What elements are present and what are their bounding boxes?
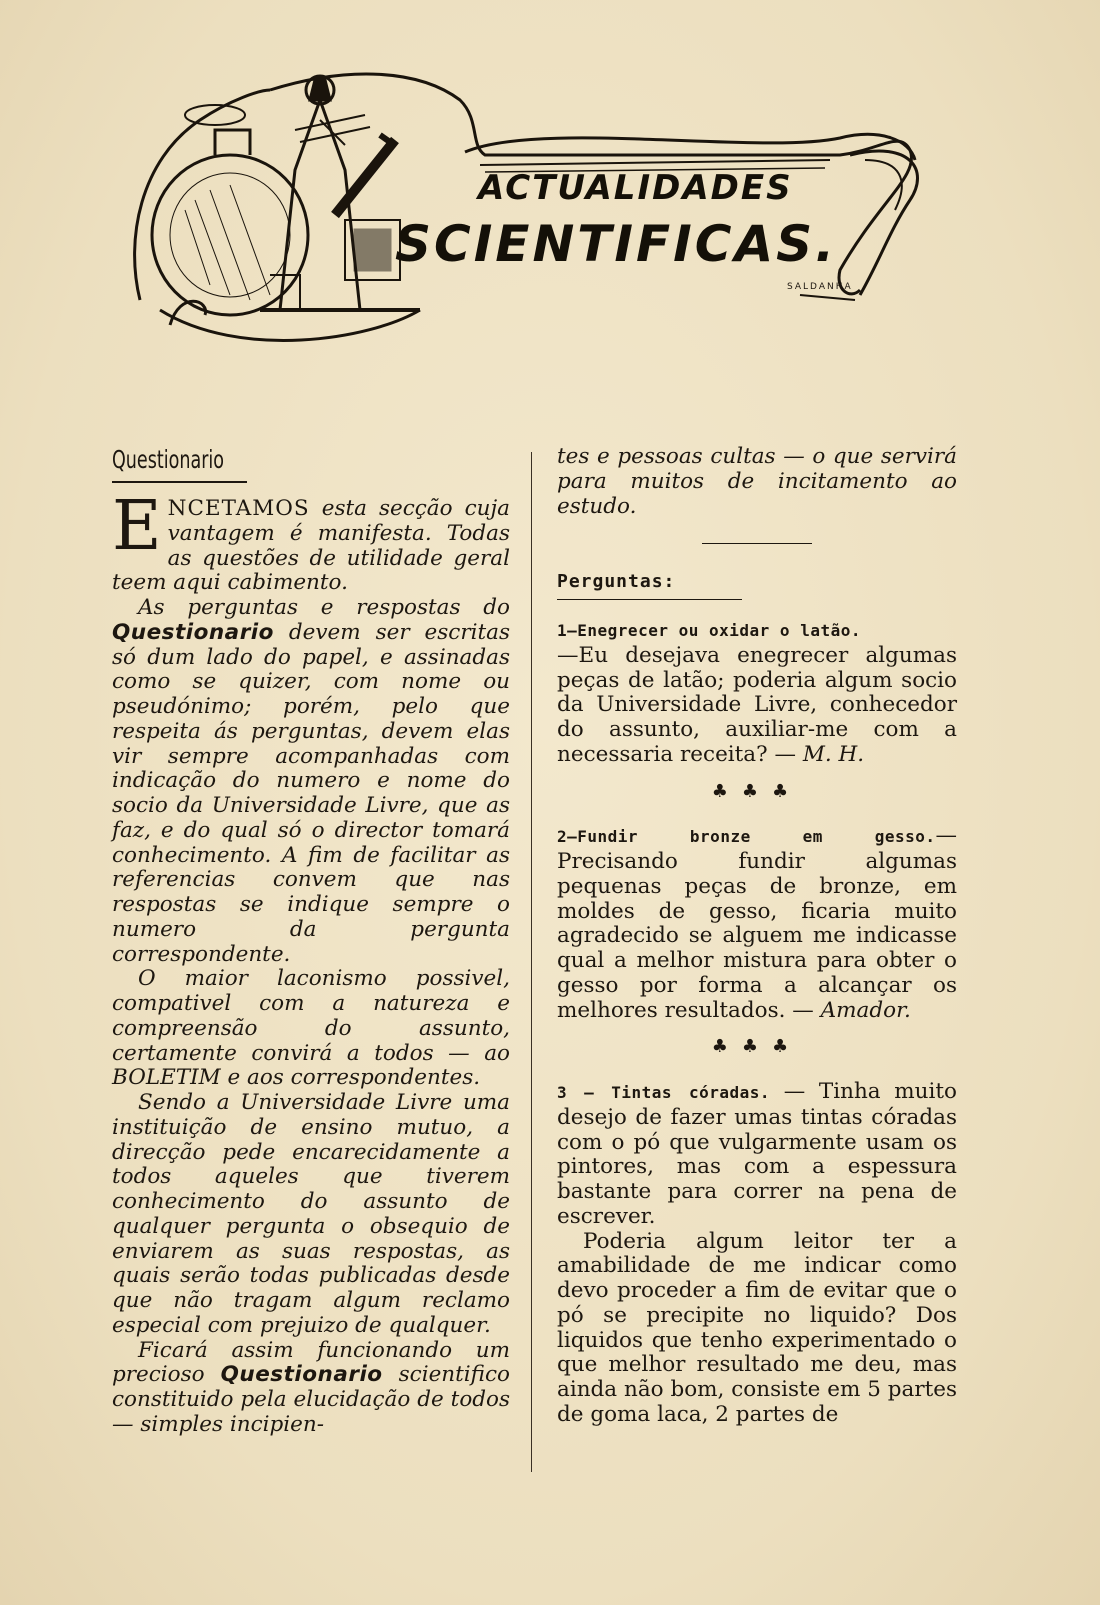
ornament-separator-1: ♣♣♣ (711, 780, 803, 802)
paragraph-request: Sendo a Universidade Livre uma instituição de ensino mutuo, a direcção pede encarecidamente a todos aqueles que tiverem conhecimento do assunto de qualquer pergunta o obsequio de enviarem as suas respostas, as quais serão todas publicadas desde que não tragam algum reclamo especial com prejuizo de qualquer. (112, 1090, 510, 1338)
question-3-title: 3 — Tintas córadas. (557, 1083, 771, 1102)
paragraph-closing-text-a: Ficará assim funcionando um precioso (112, 1337, 510, 1388)
separator-rule (702, 543, 812, 544)
question-2-title: 2—Fundir bronze em gesso. (557, 827, 936, 847)
question-1-title: 1—Enegrecer ou oxidar o latão. (557, 621, 861, 640)
drop-cap: E (112, 487, 162, 566)
ornament-separator-2: ♣♣♣ (711, 1036, 803, 1058)
paragraph-rules-text-b: devem ser escritas só dum lado do papel, e assinadas como se quizer, com nome ou pseudónimo; porém, pelo que respeita ás perguntas, devem elas vir sempre acompanhadas com indicação do numero e nome do socio da Universidade Livre, que as faz, e do qual só o director tomará conhecimento. A fim de facilitar as referencias convem que nas respostas se indique sempre o numero da pergunta correspondente. (112, 619, 510, 967)
questions-heading: Perguntas: (557, 571, 676, 593)
question-1-body: —Eu desejava enegrecer algumas peças de latão; poderia algum socio da Universidade Livre, conhecedor do assunto, auxiliar-me com a necessaria receita? — (557, 642, 957, 767)
question-3 (557, 1080, 957, 1230)
continuation-paragraph: tes e pessoas cultas — o que servirá para muitos de incitamento ao estudo. (557, 444, 957, 519)
banner-title-line2: SCIENTIFICAS. (395, 215, 838, 273)
paragraph-closing-text-b: scientifico constituido pela elucidação de todos — simples incipien- (112, 1362, 510, 1437)
header-vignette (120, 60, 950, 350)
banner-title-line1: ACTUALIDADES (478, 168, 793, 208)
questionario-bold: Questionario (112, 619, 274, 645)
artist-signature: SALDANHA (787, 282, 853, 292)
question-2-signature: Amador. (820, 997, 911, 1023)
question-1 (557, 618, 957, 768)
title-underline (112, 481, 247, 483)
paragraph-rules-text-a: As perguntas e respostas do (138, 595, 510, 620)
intro-text: esta secção cuja vantagem é manifesta. Todas as questões de utilidade geral teem aqui cabimento. (112, 496, 510, 596)
paragraph-rules (112, 596, 510, 967)
question-2-body: — Precisando fundir algumas pequenas peças de bronze, em moldes de gesso, ficaria muito agradecido se alguem me indicasse qual a melhor mistura para obter o gesso por forma a alcançar os melhores resultados. — (557, 823, 957, 1023)
section-title: Questionario (112, 445, 225, 474)
column-divider (531, 452, 532, 1472)
intro-paragraph (112, 487, 510, 596)
questions-heading-underline (557, 599, 742, 600)
left-column (112, 445, 510, 1438)
question-3-body: — Tinha muito desejo de fazer umas tintas córadas com o pó que vulgarmente usam os pintores, mas com a espessura bastante para correr na pena de escrever. (557, 1079, 957, 1229)
questionario-bold-2: Questionario (220, 1362, 383, 1388)
question-1-signature: M. H. (802, 741, 865, 767)
question-3-paragraph-2: Poderia algum leitor ter a amabilidade de me indicar como devo proceder a fim de evitar que o pó se precipite no liquido? Dos liquidos que tenho experimentado o que melhor resultado me deu, mas ainda não bom, consiste em 5 partes de goma laca, 2 partes de (557, 1228, 957, 1427)
intro-smallcaps: NCETAMOS (167, 496, 310, 521)
right-column (557, 445, 957, 1428)
question-2 (557, 824, 957, 1023)
paragraph-laconism: O maior laconismo possivel, compativel com a natureza e compreensão do assunto, certamente convirá a todos — ao BOLETIM e aos correspondentes. (112, 966, 510, 1091)
paragraph-closing (112, 1339, 510, 1438)
